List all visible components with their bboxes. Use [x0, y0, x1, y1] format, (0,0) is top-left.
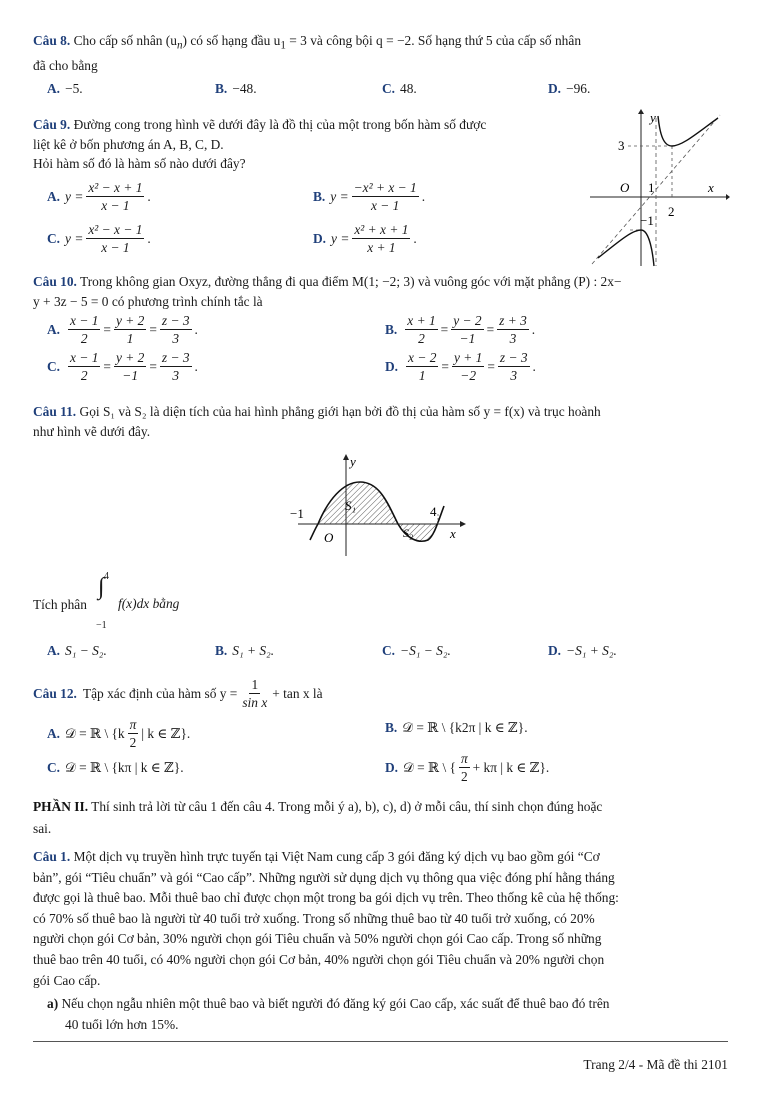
footer-divider — [33, 1041, 728, 1042]
question-10-line-1: Trong không gian Oxyz, đường thẳng đi qua điểm M(1; −2; 3) và vuông góc với mặt phẳng (P) : 2x− — [80, 274, 622, 289]
y-axis-label: y — [650, 110, 656, 125]
option-label: C. — [47, 760, 61, 775]
question-1-statement-a — [47, 993, 728, 1035]
part-2-intro — [33, 796, 728, 840]
q11-area-graph — [288, 452, 468, 560]
tick-4: 4 — [430, 504, 437, 519]
numerator: x + 1 — [407, 313, 436, 328]
fraction-z — [498, 350, 530, 383]
numerator: x − 1 — [70, 313, 99, 328]
question-9 — [33, 115, 588, 174]
q10-option-b[interactable]: B. $\frac{x + 1}{2}$ = $\frac{y - 2}{-1}$ = $\frac{z + 3}{3}$ . — [385, 313, 536, 346]
numerator: x² + x + 1 — [354, 222, 409, 237]
integral-sign: ∫ — [98, 574, 105, 600]
option-post: + kπ | k ∈ ℤ}. — [472, 759, 550, 775]
fraction-x — [406, 350, 438, 383]
question-1-line-4: có 70% số thuê bao là người từ 40 tuổi trở xuống. Trong số những thuê bao từ 40 tuổi trở xuống, có 20% — [33, 910, 595, 926]
option-value: −S₁ + S₂. — [566, 643, 617, 658]
option-value: 𝒟 = ℝ \ {k2π | k ∈ ℤ}. — [402, 720, 528, 735]
option-value: S₁ + S₂. — [232, 643, 275, 658]
integral-lower-bound: −1 — [96, 620, 107, 631]
q8-option-d[interactable] — [548, 81, 590, 97]
denominator: 1 — [418, 368, 426, 383]
question-1-head: Câu 1. — [33, 849, 71, 864]
option-label: B. — [215, 643, 228, 658]
numerator: x − 2 — [408, 350, 437, 365]
question-1-line-6: thuê bao trên 40 tuổi, có 40% người chọn gói Cơ bản, 40% người chọn gói Tiêu chuẩn và 20% người chọn — [33, 951, 605, 967]
q9-option-c[interactable] — [47, 222, 151, 255]
option-label: C. — [47, 230, 61, 246]
question-8-text-3: = 3 và công bội q = −2. Số hạng thứ 5 của cấp số nhân — [285, 33, 582, 48]
question-9-line-2: liệt kê ở bốn phương án A, B, C, D. — [33, 136, 224, 152]
fraction — [86, 180, 144, 213]
numerator: y + 2 — [115, 350, 145, 365]
q11-integral-prefix: Tích phân — [33, 597, 87, 612]
x-axis-arrow — [460, 521, 466, 527]
q9-function-graph — [590, 108, 730, 268]
fraction-y — [114, 313, 146, 346]
option-label: D. — [313, 230, 327, 246]
option-label: D. — [548, 643, 562, 658]
denominator: 3 — [172, 368, 180, 383]
integral-body: f(x)dx bằng — [118, 596, 180, 611]
option-label: C. — [47, 358, 61, 374]
question-12-text: Tập xác định của hàm số y = — [82, 685, 238, 701]
option-value: −5. — [65, 81, 83, 96]
question-1-line-1: Một dịch vụ truyền hình trực tuyến tại Việt Nam cung cấp 3 gói đăng ký dịch vụ bao gồm gói “Cơ — [73, 849, 600, 864]
option-post: | k ∈ ℤ}. — [141, 725, 191, 741]
numerator: y − 2 — [453, 313, 482, 328]
option-end: . — [421, 188, 426, 204]
part-2-head: PHẦN II. — [33, 799, 89, 814]
q12-option-b[interactable] — [385, 720, 528, 736]
statement-a-line-1: Nếu chọn ngẫu nhiên một thuê bao và biết người đó đăng ký gói Cao cấp, xác suất để thuê bao đó trên — [61, 996, 610, 1011]
option-lhs: y = — [330, 188, 349, 204]
q10-option-a[interactable]: A. $\frac{x - 1}{2}$ = $\frac{y + 2}{1}$ = $\frac{z - 3}{3}$ . — [47, 313, 198, 346]
option-value: 𝒟 = ℝ \ {kπ | k ∈ ℤ}. — [65, 760, 184, 775]
question-10-head: Câu 10. — [33, 274, 77, 289]
question-12-tail: + tan x là — [272, 685, 323, 701]
option-value: S₁ − S₂. — [65, 643, 107, 658]
option-label: A. — [47, 188, 61, 204]
denominator: 2 — [80, 331, 88, 346]
fraction-z — [160, 313, 192, 346]
denominator: 2 — [418, 331, 425, 346]
option-label: A. — [47, 81, 61, 96]
question-8-text-2: ) có số hạng đầu u — [182, 33, 281, 48]
fraction — [459, 751, 470, 784]
x-axis-arrow — [726, 194, 730, 200]
option-lhs: y = — [65, 188, 84, 204]
q11-option-d[interactable] — [548, 643, 617, 659]
numerator: z + 3 — [499, 313, 527, 328]
option-label: C. — [382, 643, 396, 658]
numerator: y + 2 — [115, 313, 145, 328]
option-end: . — [147, 188, 151, 204]
right-branch — [658, 116, 718, 146]
fraction — [86, 222, 144, 255]
part-2-question-1 — [33, 847, 728, 991]
y-axis-label: y — [350, 454, 356, 469]
x-axis-label: x — [450, 526, 456, 541]
page-footer: Trang 2/4 - Mã đề thi 2101 — [583, 1057, 728, 1072]
option-pre: 𝒟 = ℝ \ { — [403, 759, 456, 775]
s1-label: S₁ — [345, 498, 357, 513]
question-1-line-3: được gọi là thuê bao. Mỗi thuê bao chỉ được chọn một trong ba gói dịch vụ trên. Theo thống kê của hệ thống: — [33, 890, 619, 906]
option-label: C. — [382, 81, 396, 96]
denominator: x − 1 — [101, 198, 130, 213]
q11-option-a[interactable] — [47, 643, 107, 659]
question-12 — [33, 677, 323, 710]
denominator: 3 — [510, 368, 518, 383]
option-label: D. — [548, 81, 562, 96]
numerator: x² − x + 1 — [88, 180, 143, 195]
fraction — [352, 180, 419, 213]
denominator: x − 1 — [370, 198, 400, 213]
numerator: x − 1 — [70, 350, 99, 365]
fraction-x — [68, 350, 100, 383]
option-label: B. — [215, 81, 228, 96]
denominator: 1 — [126, 331, 134, 346]
x-axis-label: x — [708, 180, 714, 195]
origin-label: O — [620, 180, 630, 195]
statement-a-label: a) — [47, 996, 59, 1011]
option-value: 48. — [400, 81, 417, 96]
question-8-text-1: Cho cấp số nhân (u — [73, 33, 177, 48]
q12-option-c[interactable] — [47, 760, 184, 776]
q8-option-c[interactable] — [382, 81, 417, 97]
q9-option-b[interactable] — [313, 180, 425, 213]
question-8-head: Câu 8. — [33, 33, 71, 48]
fraction-y — [114, 350, 146, 383]
option-value: −48. — [232, 81, 257, 96]
denominator: 3 — [509, 331, 517, 346]
tick-3: 3 — [618, 138, 625, 153]
left-branch — [598, 230, 654, 266]
denominator: 2 — [460, 769, 468, 784]
denominator: −2 — [460, 368, 477, 383]
question-8-line-2: đã cho bằng — [33, 58, 98, 74]
s2-label: S₂ — [403, 526, 414, 540]
fraction-z — [497, 313, 529, 346]
question-1-line-2: bản”, gói “Tiêu chuẩn” và gói “Cao cấp”. Những người sử dụng dịch vụ thông qua việc đóng phí hằng tháng — [33, 869, 615, 885]
fraction — [240, 677, 269, 710]
tick-minus-1: −1 — [290, 506, 304, 521]
question-11-head: Câu 11. — [33, 404, 77, 419]
option-value: −96. — [566, 81, 591, 96]
denominator: 3 — [172, 331, 180, 346]
fraction-y — [451, 313, 483, 346]
part-2-text: Thí sinh trả lời từ câu 1 đến câu 4. Trong mỗi ý a), b), c), d) ở mỗi câu, thí sinh chọn đúng hoặc — [91, 799, 603, 814]
question-8 — [33, 31, 728, 76]
question-8-sub-1: 1 — [280, 39, 286, 52]
option-label: B. — [313, 188, 326, 204]
numerator: 1 — [251, 677, 259, 692]
tick-2: 2 — [668, 204, 675, 219]
option-lhs: y = — [65, 230, 84, 246]
option-label: A. — [47, 643, 61, 658]
denominator: x + 1 — [367, 240, 396, 255]
question-9-head: Câu 9. — [33, 117, 71, 132]
question-1-line-7: gói Cao cấp. — [33, 972, 101, 988]
fraction — [128, 717, 139, 750]
q8-option-b[interactable] — [215, 81, 257, 97]
fraction-x — [405, 313, 437, 346]
q8-option-a[interactable] — [47, 81, 83, 97]
fraction-y — [452, 350, 484, 383]
q11-option-c[interactable] — [382, 643, 451, 659]
y-axis-arrow — [638, 109, 644, 114]
question-9-line-1: Đường cong trong hình vẽ dưới đây là đồ thị của một trong bốn hàm số được — [73, 117, 487, 132]
option-label: D. — [385, 358, 399, 374]
q11-option-b[interactable] — [215, 643, 274, 659]
part-2-line-2: sai. — [33, 821, 52, 836]
denominator: 2 — [129, 735, 137, 750]
integral-upper-bound: 4 — [104, 571, 109, 582]
q12-option-a[interactable] — [47, 717, 190, 750]
option-end: . — [147, 230, 151, 246]
q12-option-d[interactable] — [385, 751, 549, 784]
question-12-head: Câu 12. — [33, 685, 77, 701]
numerator: z − 3 — [161, 313, 190, 328]
question-8-sub-n: n — [176, 39, 183, 52]
option-label: B. — [385, 321, 398, 337]
denominator: −1 — [459, 331, 476, 346]
q9-option-d[interactable] — [313, 222, 417, 255]
q10-option-d[interactable]: D. $\frac{x - 2}{1}$ = $\frac{y + 1}{-2}$ = $\frac{z - 3}{3}$ . — [385, 350, 536, 383]
numerator: π — [129, 717, 137, 732]
denominator: x − 1 — [101, 240, 130, 255]
denominator: 2 — [80, 368, 88, 383]
option-end: . — [413, 230, 417, 246]
tick-minus-1: −1 — [640, 213, 654, 228]
question-9-line-3: Hỏi hàm số đó là hàm số nào dưới đây? — [33, 156, 246, 171]
numerator: x² − x − 1 — [88, 222, 143, 237]
denominator: sin x — [242, 695, 268, 710]
numerator: y + 1 — [453, 350, 483, 365]
statement-a-line-2: 40 tuổi lớn hơn 15%. — [65, 1017, 179, 1032]
option-label: D. — [385, 759, 399, 775]
fraction — [352, 222, 410, 255]
question-1-line-5: người chọn gói Cơ bản, 30% người chọn gói Tiêu chuẩn và 50% người chọn gói Cao cấp. Trong số những — [33, 931, 602, 947]
q10-option-c[interactable]: C. $\frac{x - 1}{2}$ = $\frac{y + 2}{-1}$ = $\frac{z - 3}{3}$ . — [47, 350, 198, 383]
question-10-line-2: y + 3z − 5 = 0 có phương trình chính tắc là — [33, 293, 263, 309]
tick-1: 1 — [648, 180, 655, 195]
numerator: π — [460, 751, 468, 766]
y-axis-arrow — [343, 454, 349, 460]
question-10 — [33, 272, 728, 311]
option-lhs: y = — [331, 230, 350, 246]
fraction-x — [68, 313, 100, 346]
origin-label: O — [324, 530, 334, 545]
option-value: −S₁ − S₂. — [400, 643, 451, 658]
question-11 — [33, 402, 728, 441]
q9-option-a[interactable] — [47, 180, 151, 213]
numerator: z − 3 — [499, 350, 528, 365]
option-pre: 𝒟 = ℝ \ {k — [65, 725, 125, 741]
numerator: −x² + x − 1 — [353, 180, 417, 195]
denominator: −1 — [122, 368, 139, 383]
question-11-line-2: như hình vẽ dưới đây. — [33, 423, 151, 439]
fraction-z — [160, 350, 192, 383]
option-label: A. — [47, 725, 61, 741]
numerator: z − 3 — [161, 350, 190, 365]
option-label: B. — [385, 720, 398, 735]
question-11-line-1: Gọi S₁ và S₂ là diện tích của hai hình phẳng giới hạn bởi đồ thị của hàm số y = f(x) và trục hoành — [79, 404, 601, 419]
option-label: A. — [47, 321, 61, 337]
